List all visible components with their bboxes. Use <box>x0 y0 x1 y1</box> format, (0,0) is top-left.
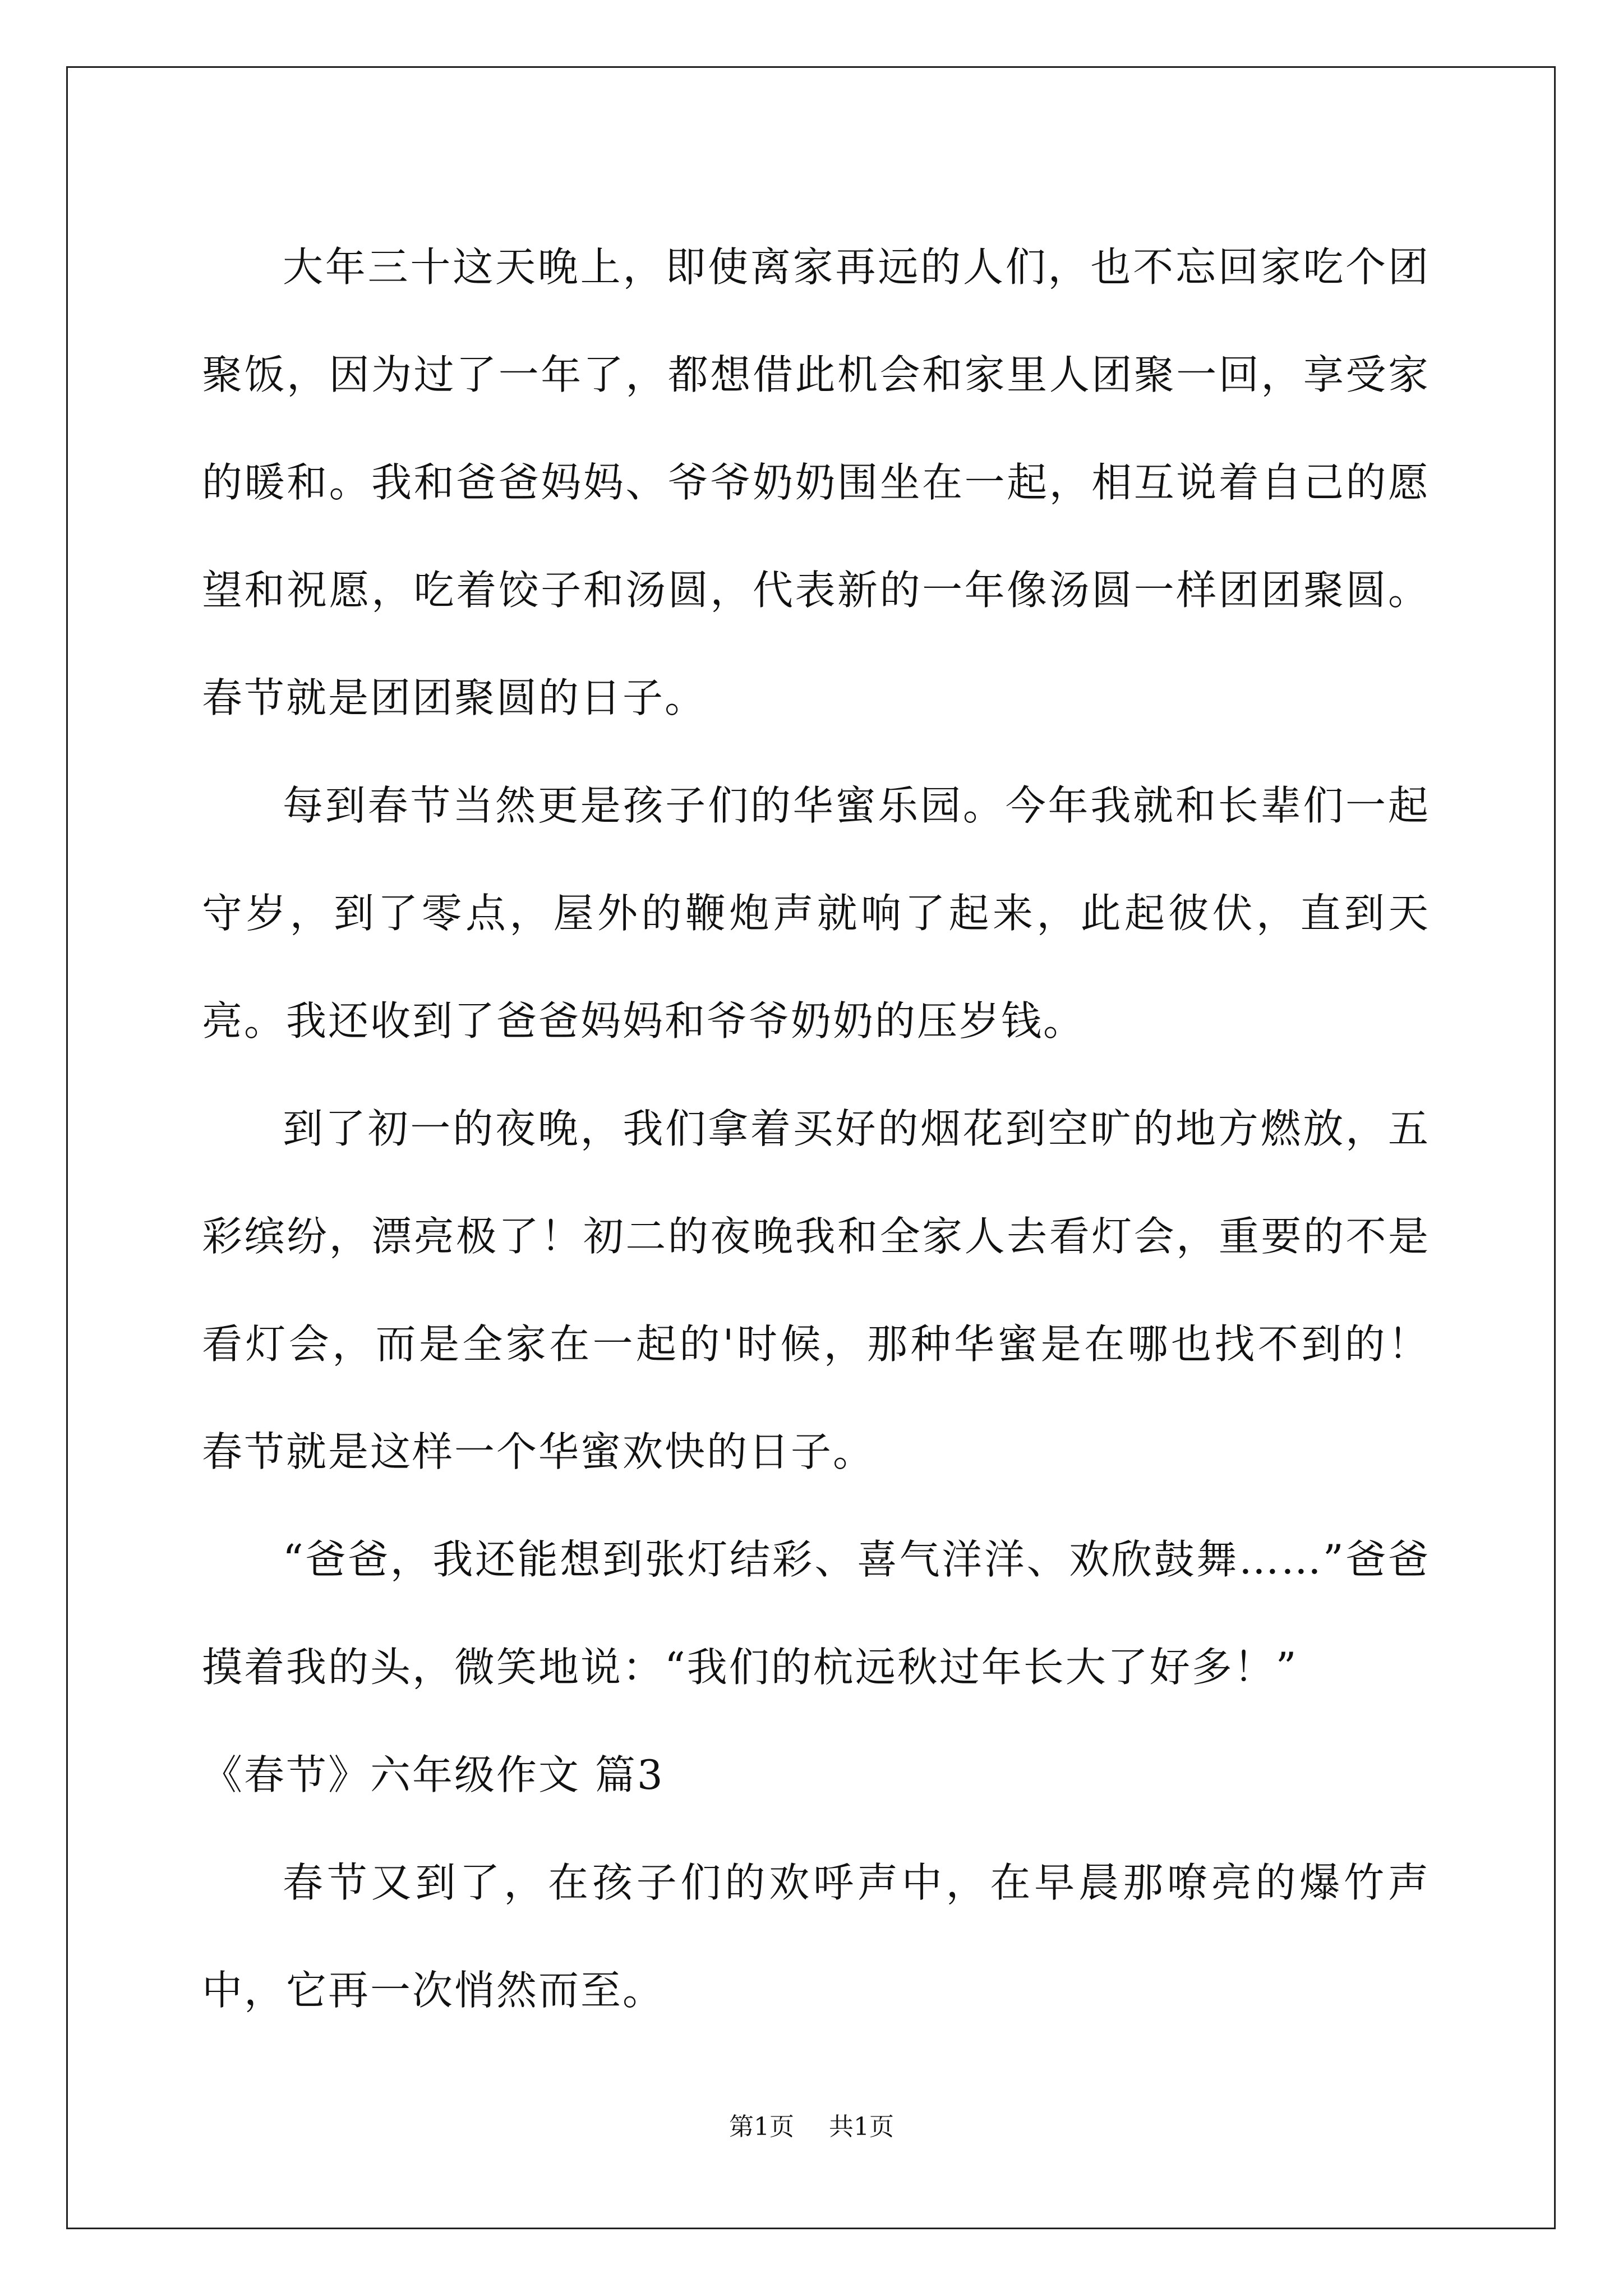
paragraph-fireworks: 到了初一的夜晚，我们拿着买好的烟花到空旷的地方燃放，五彩缤纷，漂亮极了！初二的夜晚我和全家人去看灯会，重要的不是看灯会，而是全家在一起的'时候，那种华蜜是在哪也找不到的！春节就是这样一个华蜜欢快的日子。 <box>202 1105 1430 1475</box>
page-footer <box>0 2110 1623 2144</box>
paragraph-dialogue: “爸爸，我还能想到张灯结彩、喜气洋洋、欢欣鼓舞……”爸爸摸着我的头，微笑地说：“我们的杭远秋过年长大了好多！” <box>202 1536 1430 1691</box>
paragraph-new-year-eve: 大年三十这天晚上，即使离家再远的人们，也不忘回家吃个团聚饭，因为过了一年了，都想借此机会和家里人团聚一回，享受家的暖和。我和爸爸妈妈、爷爷奶奶围坐在一起，相互说着自己的愿望和祝愿，吃着饺子和汤圆，代表新的一年像汤圆一样团团聚圆。春节就是团团聚圆的日子。 <box>202 243 1430 721</box>
paragraph-staying-up: 每到春节当然更是孩子们的华蜜乐园。今年我就和长辈们一起守岁，到了零点，屋外的鞭炮声就响了起来，此起彼伏，直到天亮。我还收到了爸爸妈妈和爷爷奶奶的压岁钱。 <box>202 782 1430 1045</box>
page-number: 第1页 <box>729 2113 794 2141</box>
page-total: 共1页 <box>829 2113 894 2141</box>
document-body <box>202 213 1430 2044</box>
section-heading: 《春节》六年级作文 篇3 <box>202 1751 665 1798</box>
paragraph-section-intro: 春节又到了，在孩子们的欢呼声中，在早晨那嘹亮的爆竹声中，它再一次悄然而至。 <box>202 1859 1430 2014</box>
